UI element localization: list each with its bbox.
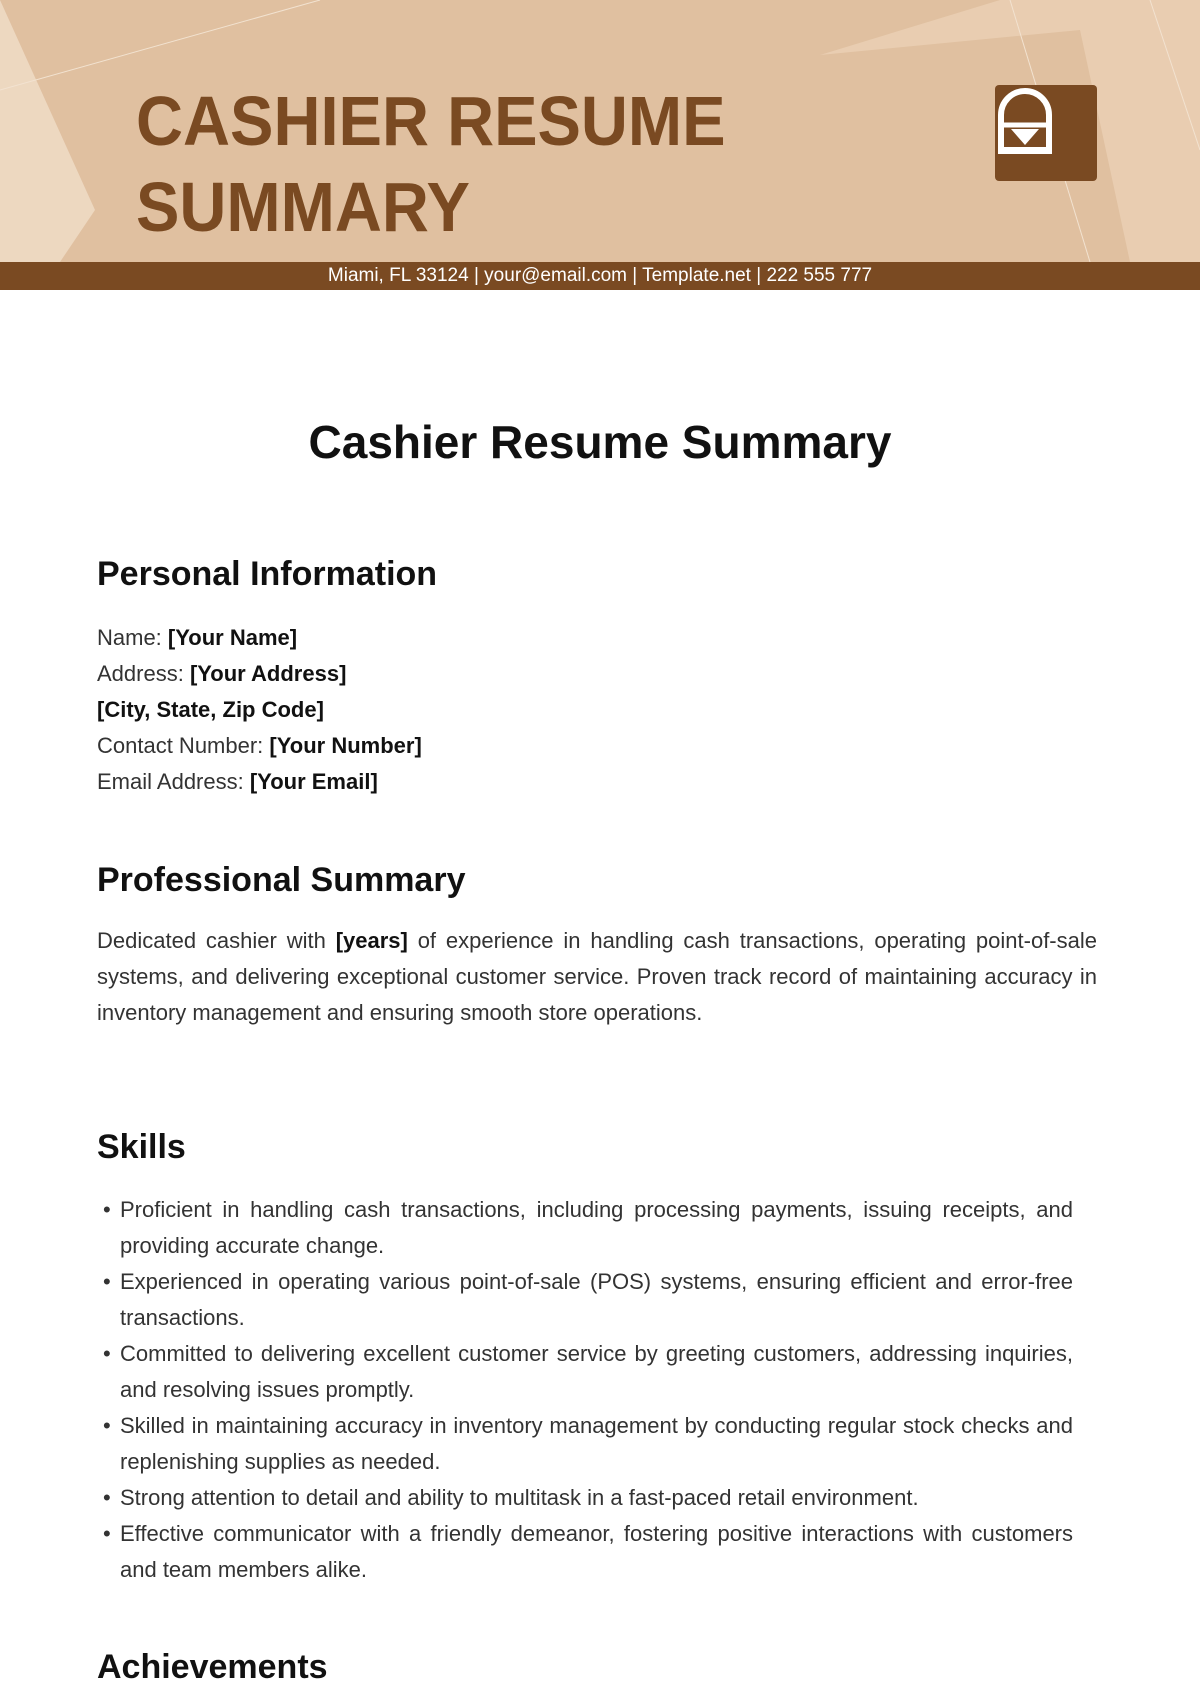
list-item: • Skilled in maintaining accuracy in inventory management by conducting regular stock checks and replenishing supplies as needed. — [103, 1408, 1073, 1480]
name-line — [97, 620, 422, 656]
summary-heading: Professional Summary — [97, 861, 466, 899]
list-item: • Committed to delivering excellent customer service by greeting customers, addressing inquiries, and resolving issues promptly. — [103, 1336, 1073, 1408]
contact-label: Contact Number: — [97, 733, 270, 758]
banner-title-line1: CASHIER RESUME — [136, 82, 726, 160]
city-line — [97, 692, 422, 728]
personal-info-heading: Personal Information — [97, 555, 438, 593]
achievements-heading: Achievements — [97, 1648, 328, 1686]
email-line — [97, 764, 422, 800]
email-value: [Your Email] — [249, 769, 378, 794]
banner-title — [136, 78, 726, 250]
city-value: [City, State, Zip Code] — [97, 697, 324, 722]
list-item: • Effective communicator with a friendly demeanor, fostering positive interactions with customers and team members alike. — [103, 1516, 1073, 1588]
summary-text: Dedicated cashier with — [97, 928, 336, 953]
document-title: Cashier Resume Summary — [308, 416, 892, 468]
skills-list — [103, 1192, 1073, 1588]
address-value: [Your Address] — [189, 661, 347, 686]
contact-bar: Miami, FL 33124 | your@email.com | Template.net | 222 555 777 — [0, 262, 1200, 290]
name-value: [Your Name] — [167, 625, 298, 650]
address-line — [97, 656, 422, 692]
personal-info — [97, 620, 422, 800]
contact-value: [Your Number] — [269, 733, 422, 758]
cash-register-icon — [995, 85, 1097, 181]
skills-heading: Skills — [97, 1128, 186, 1166]
address-label: Address: — [97, 661, 190, 686]
list-item: • Experienced in operating various point-of-sale (POS) systems, ensuring efficient and error-free transactions. — [103, 1264, 1073, 1336]
banner-title-line2: SUMMARY — [136, 168, 470, 246]
email-label: Email Address: — [97, 769, 250, 794]
list-item: • Strong attention to detail and ability to multitask in a fast-paced retail environment. — [103, 1480, 1073, 1516]
years-placeholder: [years] — [335, 928, 408, 953]
summary-text: of experience in handling cash transactions, operating point-of-sale systems, and delivering exceptional customer service. Proven track record of maintaining accuracy in inventory management and ensuring smooth store operations. — [97, 928, 1097, 1025]
header-banner — [0, 0, 1200, 262]
list-item: • Proficient in handling cash transactions, including processing payments, issuing receipts, and providing accurate change. — [103, 1192, 1073, 1264]
summary-paragraph — [97, 923, 1097, 1031]
contact-line — [97, 728, 422, 764]
name-label: Name: — [97, 625, 168, 650]
